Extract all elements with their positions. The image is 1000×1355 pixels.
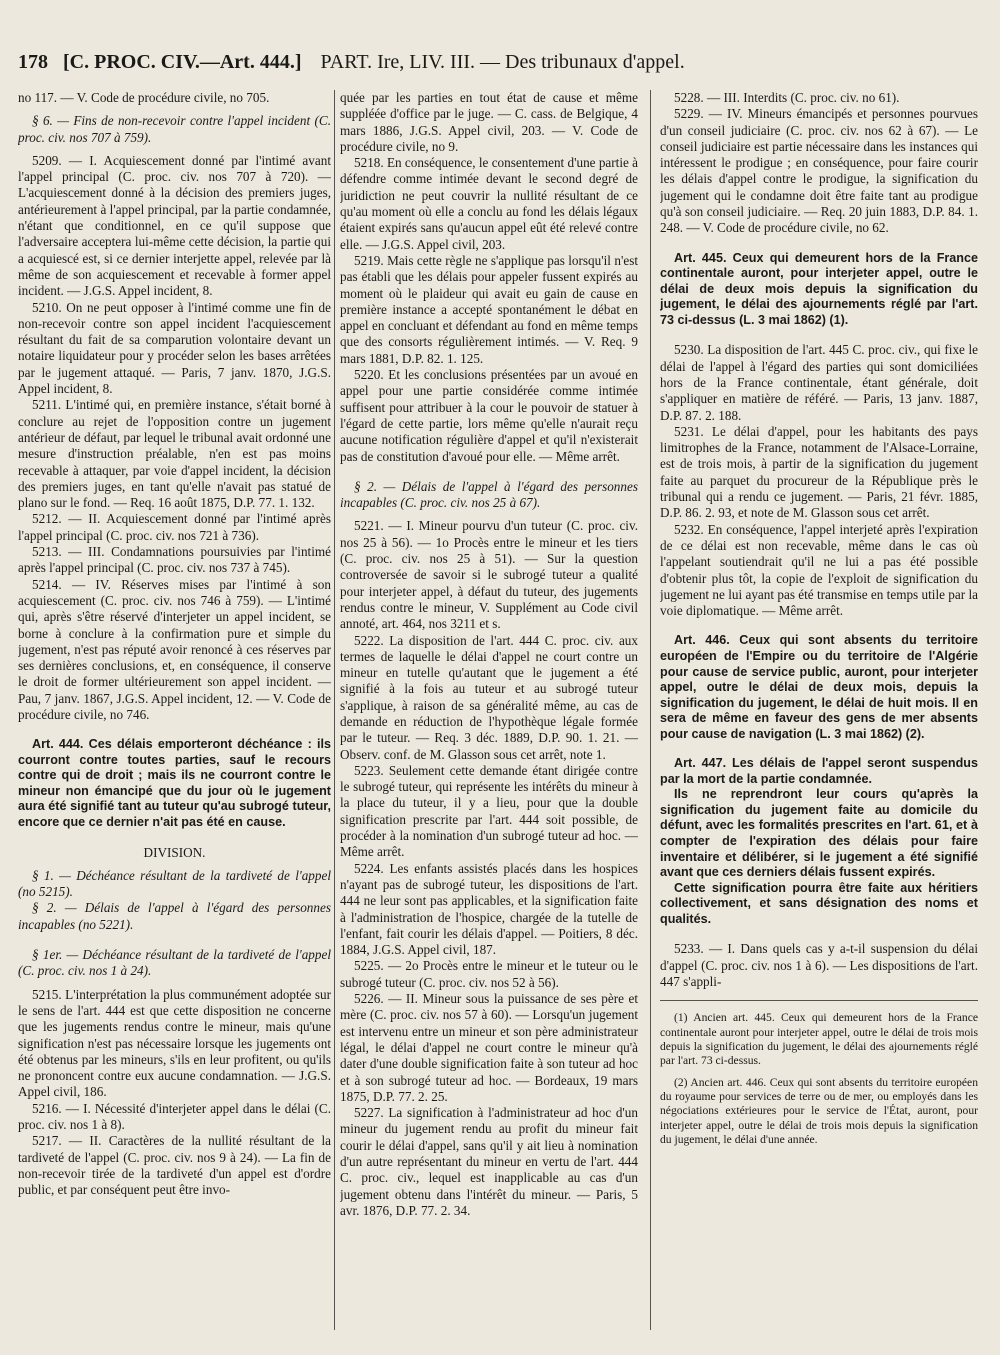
section-heading: § 6. — Fins de non-recevoir contre l'appel incident (C. proc. civ. nos 707 à 759).: [18, 113, 331, 145]
footnote-divider: [660, 1000, 978, 1001]
section-heading: § 1er. — Déchéance résultant de la tardiveté de l'appel (C. proc. civ. nos 1 à 24).: [18, 947, 331, 979]
paragraph: 5233. — I. Dans quels cas y a-t-il suspension du délai d'appel (C. proc. civ. nos 1 à 6). — Les dispositions de l'art. 447 s'appli-: [660, 941, 978, 989]
paragraph: 5231. Le délai d'appel, pour les habitants des pays limitrophes de la France, notamment de l'Alsace-Lorraine, est de trois mois, à partir de la signification du jugement faite au parquet du procureur de la République près le tribunal qui a rendu ce jugement. — Paris, 21 févr. 1885, D.P. 86. 2. 93, et note de M. Glasson sous cet arrêt.: [660, 423, 978, 521]
column-left: [18, 90, 331, 1320]
paragraph: 5211. L'intimé qui, en première instance, s'était borné à conclure au rejet de l'opposition contre un jugement antérieur de défaut, par lequel le tribunal avait ordonné une mesure d'instruction préalable, n'en est pas moins recevable à attaquer, par voie d'appel incident, la décision des premiers juges, en tant qu'elle n'avait pas statué de plano sur le fond. — Req. 16 août 1875, D.P. 77. 1. 132.: [18, 397, 331, 511]
paragraph: 5218. En conséquence, le consentement d'une partie à défendre comme intimée devant le second degré de juridiction ne peut couvrir la nullité résultant de ce qu'au moment où elle a conclu au fond les délais légaux étaient expirés sans qu'aucun appel eût été relevé contre elle. — J.G.S. Appel civil, 203.: [340, 155, 638, 252]
paragraph: 5217. — II. Caractères de la nullité résultant de la tardiveté de l'appel (C. proc. civ. nos 9 à 24). — La fin de non-recevoir tirée de la tardiveté d'un appel est d'ordre public, et par conséquent peut être invo-: [18, 1133, 331, 1198]
article-text: Art. 446. Ceux qui sont absents du territoire européen de l'Empire ou du territoire de l'Algérie pour cause de service public, auront, pour interjeter appel, outre le délai de deux mois, depuis la signification du jugement, le délai de huit mois. Il en sera de même en faveur des gens de mer absents pour cause de navigation (L. 3 mai 1862) (2).: [660, 633, 978, 741]
part-title: PART. Ire, LIV. III. — Des tribunaux d'appel.: [320, 51, 685, 73]
column-divider: [334, 90, 335, 1330]
section-heading: § 2. — Délais de l'appel à l'égard des personnes incapables (C. proc. civ. nos 25 à 67).: [340, 478, 638, 511]
page-number: 178: [18, 51, 48, 73]
paragraph: 5228. — III. Interdits (C. proc. civ. no 61).: [674, 90, 900, 105]
paragraph: 5232. En conséquence, l'appel interjeté après l'expiration de ce délai est non recevable, même dans le cas où l'appelant soutiendrait qu'il ne lui a pas été possible d'obtenir plus tôt, la copie de l'exploit de signification du jugement ne lui ayant pas été transmise en temps utile par la voie diplomatique. — Même arrêt.: [660, 521, 978, 619]
division-heading: DIVISION.: [143, 844, 206, 860]
paragraph: quée par les parties en tout état de cause et même suppléée d'office par le juge. — C. cass. de Belgique, 4 mars 1886, J.G.S. Appel civil, 203. — V. Code de procédure civile, no 9.: [340, 90, 638, 154]
paragraph: 5229. — IV. Mineurs émancipés et personnes pourvues d'un conseil judiciaire (C. proc. civ. nos 62 à 67). — Le conseil judiciaire est partie nécessaire dans les instances qui intéressent le prodigue ; en conséquence, pour faire courir les délais d'appel contre le prodigue, la signification du jugement qui le condamne doit être faite tant au prodigue qu'à son conseil judiciaire. — Req. 20 juin 1883, D.P. 84. 1. 248. — V. Code de procédure civile, no 62.: [660, 106, 978, 236]
paragraph: 5219. Mais cette règle ne s'applique pas lorsqu'il n'est pas établi que les délais pour appeler fussent expirés au moment où le plaideur qui avait eu gain de cause en première instance a accepté spontanément le débat en appel en concluant et défendant au fond en même temps que des consorts régulièrement intimés. — V. Req. 9 mars 1881, D.P. 82. 1. 125.: [340, 252, 638, 366]
article-text: Cette signification pourra être faite aux héritiers collectivement, et sans désignation des noms et qualités.: [660, 880, 978, 926]
article-text: Art. 447. Les délais de l'appel seront suspendus par la mort de la partie condamnée.: [660, 756, 978, 786]
paragraph: no 117. — V. Code de procédure civile, no 705.: [18, 90, 270, 105]
paragraph: 5210. On ne peut opposer à l'intimé comme une fin de non-recevoir contre son appel incident l'acquiescement résultant du fait de sa comparution volontaire devant un notaire liquidateur pour y procéder selon les bases arrêtées par le jugement attaqué. — Paris, 7 janv. 1870, J.G.S. Appel incident, 8.: [18, 299, 331, 397]
paragraph: 5212. — II. Acquiescement donné par l'intimé après l'appel principal (C. proc. civ. nos 721 à 736).: [18, 511, 331, 543]
article-text: Art. 445. Ceux qui demeurent hors de la France continentale auront, pour interjeter appel, outre le délai de deux mois depuis la signification du jugement, le délai des ajournements réglé par l'art. 73 ci-dessus (L. 3 mai 1862) (1).: [660, 250, 978, 327]
paragraph: 5216. — I. Nécessité d'interjeter appel dans le délai (C. proc. civ. nos 1 à 8).: [18, 1100, 331, 1133]
paragraph: 5225. — 2o Procès entre le mineur et le tuteur ou le subrogé tuteur (C. proc. civ. nos 52 à 56).: [340, 958, 638, 990]
column-middle: [340, 90, 638, 1320]
paragraph: 5223. Seulement cette demande étant dirigée contre le subrogé tuteur, qui représente les intérêts du mineur à la place du tuteur, il y a lieu, pour que la double signification prescrite par l'art. 444 soit possible, de procéder à la nomination d'un subrogé tuteur ad hoc. — Même arrêt.: [340, 762, 638, 860]
paragraph: 5209. — I. Acquiescement donné par l'intimé avant l'appel principal (C. proc. civ. nos 707 à 720). — L'acquiescement donné à la décision des premiers juges, antérieurement à l'appel principal, par la partie condamnée, n'étant que conditionnel, en ce qu'il suppose que l'adversaire acceptera lui-même cette décision, la partie qui a acquiescé est, si ce dernier interjette appel, relevée par là même de son acquiescement et recevable à former appel incident. — J.G.S. Appel incident, 8.: [18, 152, 331, 299]
paragraph: 5213. — III. Condamnations poursuivies par l'intimé après l'appel principal (C. proc. civ. nos 737 à 745).: [18, 544, 331, 576]
footnote: (2) Ancien art. 446. Ceux qui sont absents du territoire européen du royaume pour services de terre ou de mer, ou employés dans les négociations extérieures pour le service de l'État, auront, pour interjeter appel, outre le délai de trois mois depuis la signification du jugement, le délai d'une année.: [660, 1075, 978, 1147]
paragraph: 5230. La disposition de l'art. 445 C. proc. civ., qui fixe le délai de l'appel à l'égard des parties qui sont domiciliées hors de la France continentale, étant générale, doit s'appliquer en matière de référé. — Paris, 13 janv. 1887, D.P. 87. 2. 188.: [660, 342, 978, 423]
paragraph: 5224. Les enfants assistés placés dans les hospices n'ayant pas de subrogé tuteur, les dispositions de l'art. 444 ne leur sont pas applicables, et la signification faite à l'administration de l'hospice, chargée de la tutelle de l'enfant, fait courir les délais d'appel. — Poitiers, 8 déc. 1884, J.G.S. Appel civil, 187.: [340, 860, 638, 958]
section-reference: [C. PROC. CIV.—Art. 444.]: [63, 51, 302, 73]
column-right: [660, 90, 978, 1320]
article-text: Ils ne reprendront leur cours qu'après la signification du jugement faite au domicile du défunt, avec les formalités prescrites en l'art. 61, et à compter de l'expiration des délais pour faire inventaire et délibérer, si le jugement a été signifié avant que ces derniers délais fussent expirés.: [660, 787, 978, 880]
paragraph: 5221. — I. Mineur pourvu d'un tuteur (C. proc. civ. nos 25 à 56). — 1o Procès entre le mineur et les tiers (C. proc. civ. nos 25 à 51). — Sur la question controversée de savoir si le subrogé tuteur a qualité pour interjeter appel, à défaut du tuteur, des jugements rendus contre le mineur, V. Supplément au Code civil annoté, art. 464, nos 3211 et s.: [340, 518, 638, 632]
paragraph: 5220. Et les conclusions présentées par un avoué en appel pour une partie considérée comme intimée suffisent pour attribuer à la cour le pouvoir de statuer à l'égard de cette partie, lors même qu'elle n'aurait reçu aucune notification régulière d'appel et qu'il n'existerait pas de constitution d'avoué pour elle. — Même arrêt.: [340, 367, 638, 464]
paragraph: 5227. La signification à l'administrateur ad hoc d'un mineur du jugement rendu au profit du mineur fait courir le délai d'appel, sans qu'il y ait lieu à nomination d'un autre représentant du mineur en vertu de l'art. 444 C. proc. civ., lequel est inapplicable au cas d'un jugement obtenu dans l'intérêt du mineur. — Paris, 5 avr. 1876, D.P. 77. 2. 34.: [340, 1105, 638, 1218]
article-text: Art. 444. Ces délais emporteront déchéance : ils courront contre toutes parties, sauf le recours contre qui de droit ; mais ils ne courront contre le mineur non émancipé que du jour où le jugement aura été signifié tant au tuteur qu'au subrogé tuteur, encore que ce dernier n'ait pas été en cause.: [18, 737, 331, 830]
division-item: § 1. — Déchéance résultant de la tardiveté de l'appel (no 5215).: [18, 867, 331, 900]
paragraph: 5215. L'interprétation la plus communément adoptée sur le sens de l'art. 444 est que cette disposition ne concerne que les jugements rendus contre le mineur, mais qu'une signification n'est pas nécessaire lorsque les jugements ont été obtenus par les mineurs, s'ils en leur profitent, ou qu'ils ne prononcent contre eux aucune condamnation. — J.G.S. Appel civil, 186.: [18, 986, 331, 1100]
column-divider: [650, 90, 651, 1330]
footnote: (1) Ancien art. 445. Ceux qui demeurent hors de la France continentale auront pour interjeter appel, outre le délai de trois mois depuis la signification du jugement, le délai des ajournements réglé par l'art. 73 ci-dessus.: [660, 1011, 978, 1068]
paragraph: 5222. La disposition de l'art. 444 C. proc. civ. aux termes de laquelle le délai d'appel ne court contre un mineur en tutelle qu'autant que le jugement a été signifié à la fois au tuteur et au subrogé tuteur s'applique, à raison de sa généralité même, au cas de demande en réduction de l'hypothèque légale formée par le tuteur. — Req. 3 déc. 1889, D.P. 90. 1. 21. — Observ. conf. de M. Glasson sous cet arrêt, note 1.: [340, 632, 638, 762]
paragraph: 5226. — II. Mineur sous la puissance de ses père et mère (C. proc. civ. nos 57 à 60). — Lorsqu'un jugement est intervenu entre un mineur et son père administrateur légal, le délai d'appel ne court contre le mineur qu'à dater d'une double signification faite à son tuteur ad hoc et à son subrogé tuteur ad hoc. — Bordeaux, 19 mars 1875, D.P. 77. 2. 25.: [340, 991, 638, 1104]
division-item: § 2. — Délais de l'appel à l'égard des personnes incapables (no 5221).: [18, 900, 331, 932]
running-header: [18, 46, 978, 78]
paragraph: 5214. — IV. Réserves mises par l'intimé à son acquiescement (C. proc. civ. nos 746 à 759). — L'intimé qui, après s'être réservé d'interjeter un appel incident, se borne à conclure à la confirmation pure et simple du jugement, n'est pas réputé avoir renoncé à ces réserves par ses dernières conclusions, et, en conséquence, il conserve le droit de former ultérieurement son appel incident. — Pau, 7 janv. 1867, J.G.S. Appel incident, 12. — V. Code de procédure civile, no 746.: [18, 576, 331, 722]
